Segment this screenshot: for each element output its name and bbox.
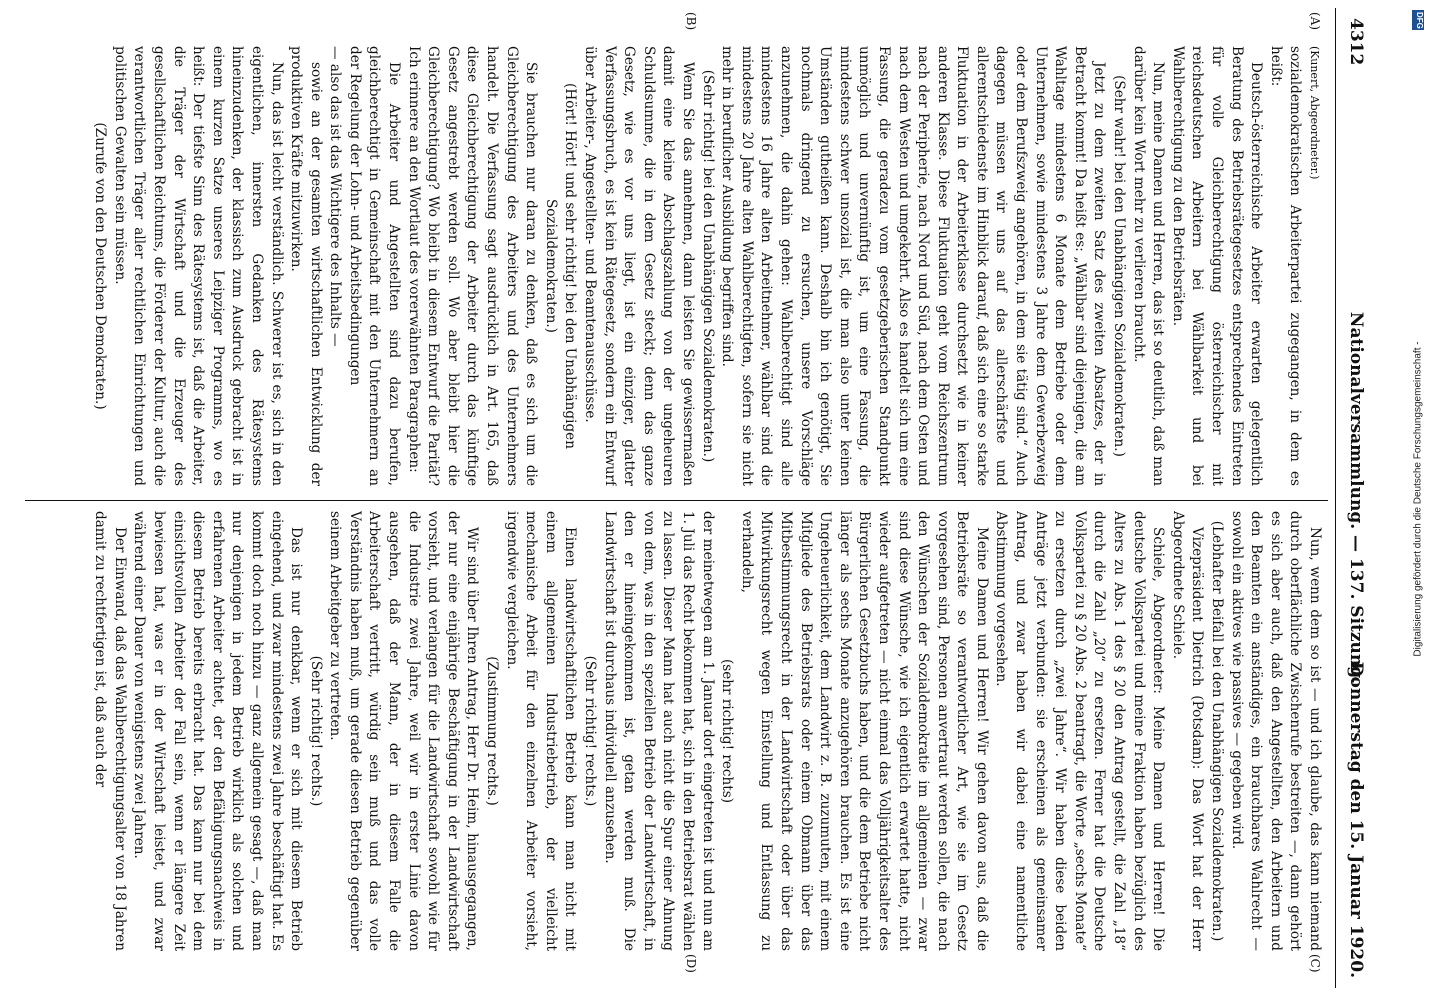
quotation: sowie an der gesamten wirtschaftlichen Entwicklung der produktiven Kräfte mitzuwirken.	[288, 46, 324, 486]
interjection: (Sehr richtig! rechts.)	[582, 655, 599, 807]
speaker-announcement: Vizepräsident Dietrich (Potsdam): Das Wort hat der Herr Abgeordnete Schiele.	[1169, 511, 1206, 951]
left-column	[23, 46, 1324, 486]
paragraph: Wir sind über Ihren Antrag, Herr Dr. Heim, hinausgegangen, der nur eine einjährige Beschäftigung in der Landwirtschaft vorsieht, und verlangen für die Landwirtschaft sowohl wie für die Industrie zwei Jahre, weil wir in erster Linie davon ausgehen, daß der Mann, der in diesem Falle die Arbeiterschaft vertritt, würdig sein muß und das volle Verständnis haben muß, um gerade diesen Betrieb gegenüber seinem Arbeitgeber zu vertreten.	[327, 511, 481, 951]
paragraph: Nun, das ist leicht verständlich. Schwerer ist es, sich in den eigentlichen, innersten Gedanken des Rätesystems hineinzudenken, der klassisch zum Ausdruck gebracht ist in einem kurzen Satze unseres Leipziger Programms, wo es heißt: Der tiefste Sinn des Rätesystems ist, daß die Arbeiter, die Träger der Wirtschaft und die Erzeuger des gesellschaftlichen Reichtums, die Förderer der Kultur, auch die verantwortlichen Träger aller rechtlichen Einrichtungen und politischen Gewalten sein müssen.	[111, 46, 285, 486]
digitization-notice: Digitalisierung gefördert durch die Deutsche Forschungsgemeinschaft -	[1412, 341, 1424, 657]
speaker-reference: (Kunert, Abgeordneter.)	[1308, 46, 1321, 180]
quotation: Deutsch-österreichische Arbeiter erwarten gelegentlich Beratung des Betriebsrätegesetzes entsprechendes Eintreten für volle Gleichberechtigung österreichischer mit reichsdeutschen Arbeitern bei Wählbarkeit und bei Wahlberechtigung zu den Betriebsräten.	[1169, 46, 1265, 486]
margin-mark-b: (B)	[684, 12, 698, 31]
column-divider	[25, 500, 1328, 501]
interjection: (Hört! Hört! und sehr richtig! bei den Unabhängigen Sozialdemokraten.)	[542, 83, 579, 449]
page-header	[1335, 8, 1370, 988]
paragraph: Der Einwand, daß das Wahlberechtigungsalter von 18 Jahren damit zu rechtfertigen ist, daß auch der	[92, 511, 128, 951]
paragraph: Nun, wenn dem so ist — und ich glaube, das kann niemand durch oberflächliche Zwischenrufe bestreiten —, dann gehört es sich aber auch, daß den Angestellten, den Arbeitern und den Beamten ein anständiges, ein brauchbares Wahlrecht — sowohl ein aktives wie passives — gegeben wird.	[1228, 511, 1323, 951]
interjection: (Zustimmung rechts.)	[484, 656, 501, 806]
interjection: (Sehr wahr! bei den Unabhängigen Sozialdemokraten.)	[1111, 75, 1128, 457]
paragraph: Jetzt zu dem zweiten Satz des zweiten Absatzes, der in Betracht kommt! Da heißt es: „Wählbar sind diejenigen, die am Wahltage mindestens 6 Monate dem Betriebe oder dem Unternehmen, sowie mindestens 3 Jahre dem Gewerbezweig oder dem Berufszweig angehören, in dem sie tätig sind.“ Auch dagegen müssen wir uns auf das allerschärfste und allerentschiedenste im Hinblick darauf, daß sich eine so starke Fluktuation in der Arbeiterklasse durchsetzt wie in keiner anderen Klasse. Diese Fluktuation geht vom Reichszentrum nach der Peripherie, nach Nord und Süd, nach dem Osten und nach dem Westen und umgekehrt. Also es handelt sich um eine Fassung, die geradezu vom gesetzgeberischen Standpunkt unmöglich und unvernünftig ist, um eine Fassung, die mindestens schwer unsozial ist, die man also unter keinen Umständen gutheißen kann. Deshalb bin ich genötigt, Sie nochmals dringend zu ersuchen, unsere Vorschläge anzunehmen, die dahin gehen: Wahlberechtigt sind alle mindestens 16 Jahre alten Arbeitnehmer, wählbar sind die mindestens 20 Jahre alten Wahlberechtigten, sofern sie nicht mehr in beruflicher Ausbildung begriffen sind.	[719, 46, 1108, 486]
paragraph: — also das ist das Wichtigere des Inhalts —	[327, 46, 344, 347]
margin-mark-c: (C)	[1308, 954, 1322, 973]
paragraph: Nun, meine Damen und Herren, das ist so deutlich, daß man darüber kein Wort mehr zu verlieren braucht.	[1130, 46, 1167, 486]
digitization-stamp	[1404, 4, 1432, 994]
dfg-logo-icon: DFG	[1412, 10, 1424, 30]
interjection: (sehr richtig! rechts)	[719, 658, 736, 804]
interjection: (Zurufe von den Deutschen Demokraten.)	[92, 122, 109, 410]
paragraph: Sie brauchen nur daran zu denken, daß es sich um die Gleichberechtigung des Arbeiters und des Unternehmers handelt. Die Verfassung sagt ausdrücklich in Art. 165, daß diese Gleichberechtigung der Arbeiter durch das künftige Gesetz angestrebt werden soll. Wo aber bleibt hier die Gleichberechtigung? Wo bleibt in diesem Entwurf die Parität? Ich erinnere an den Wortlaut des vorerwähnten Paragraphen:	[405, 46, 540, 486]
paragraph: sozialdemokratischen Arbeiterpartei zugegangen, in dem es heißt:	[1267, 46, 1304, 486]
margin-mark-a: (A)	[1308, 12, 1322, 31]
session-date: Donnerstag den 15. Januar 1920.	[1346, 661, 1366, 978]
paragraph: Meine Damen und Herren! Wir gehen davon aus, daß die Betriebsräte so verantwortlicher Art, wie sie im Gesetz vorgesehen sind, Personen anvertraut werden sollen, die nach den Wünschen der Sozialdemokratie im allgemeinen — zwar sind diese Wünsche, wie ich eigentlich erwartet hatte, nicht wieder aufgetreten — nicht einmal das Volljährigkeitsalter des Bürgerlichen Gesetzbuchs haben, und die dem Betriebe nicht länger als sechs Monate anzugehören brauchen. Es ist eine Ungeheuerlichkeit, dem Landwirt z. B. zuzumuten, mit einem Mitgliede des Betriebsrats oder einem Obmann über das Mitbestimmungsrecht in der Landwirtschaft oder über das Mitwirkungsrecht wegen Einstellung und Entlassung zu verhandeln,	[738, 511, 990, 951]
interjection: (Sehr richtig! rechts.)	[307, 655, 324, 807]
interjection: (Lebhafter Beifall bei den Unabhängigen Sozialdemokraten.)	[1209, 520, 1226, 942]
right-column	[23, 511, 1324, 951]
paragraph: Wenn Sie das annehmen, dann leisten Sie gewissermaßen damit eine kleine Abschlagszahlung von der ungeheuren Schuldsumme, die in dem Gesetz steckt; denn das ganze Gesetz, wie es vor uns liegt, ist ein einziger, glatter Verfassungsbruch, es ist kein Rätegesetz, sondern ein Entwurf über Arbeiter-, Angestellten- und Beamtenausschüsse.	[582, 46, 696, 486]
quotation: Die Arbeiter und Angestellten sind dazu berufen, gleichberechtigt in Gemeinschaft mit den Unternehmern an der Regelung der Lohn- und Arbeitsbedingungen	[346, 46, 403, 486]
paragraph: Einen landwirtschaftlichen Betrieb kann man nicht mit einem allgemeinen Industriebetrieb, der vielleicht mechanische Arbeit für den einzelnen Arbeiter vorsieht, irgendwie vergleichen.	[503, 511, 579, 951]
margin-mark-d: (D)	[684, 954, 698, 973]
paragraph: der meinetwegen am 1. Januar dort eingetreten ist und nun am 1. Juli das Recht bekommen hat, sich in den Betriebsrat wählen zu lassen. Dieser Mann hat auch nicht die Spur einer Ahnung von dem, was in den speziellen Betrieb der Landwirtschaft, in den er hineingekommen ist, getan werden muß. Die Landwirtschaft ist durchaus individuell anzusehen.	[601, 511, 716, 951]
paragraph: Das ist nur denkbar, wenn er sich mit diesem Betrieb eingehend, und zwar mindestens zwei Jahre beschäftigt hat. Es kommt doch noch hinzu — ganz allgemein gesagt —, daß man nur denjenigen in jedem Betrieb wirklich als solchen und erfahrenen Arbeiter achtet, der den Befähigungsnachweis in diesem Betrieb bereits erbracht hat. Das kann nur bei dem einsichtsvollen Arbeiter der Fall sein, wenn er längere Zeit bewiesen hat, was er in der Wirtschaft leistet, und zwar während einer Dauer von wenigstens zwei Jahren.	[131, 511, 305, 951]
session-title: Nationalversammlung. — 137. Sitzung.	[1346, 311, 1366, 685]
rotated-page	[13, 8, 1378, 988]
page-number: 4312	[1346, 18, 1366, 66]
interjection: (Sehr richtig! bei den Unabhängigen Sozialdemokraten.)	[699, 69, 716, 463]
paragraph: Schiele, Abgeordneter: Meine Damen und Herren! Die deutsche Volkspartei und meine Fraktion haben bezüglich des Alters zu Abs. 1 des § 20 den Antrag gestellt, die Zahl „18“ durch die Zahl „20“ zu ersetzen. Ferner hat die Deutsche Volkspartei zu § 20 Abs. 2 beantragt, die Worte „sechs Monate“ zu ersetzen durch „zwei Jahre“. Wir haben diese beiden Anträge jetzt verbunden: sie erscheinen als gemeinsamer Antrag, und zwar haben wir dabei eine namentliche Abstimmung vorgesehen.	[993, 511, 1167, 951]
